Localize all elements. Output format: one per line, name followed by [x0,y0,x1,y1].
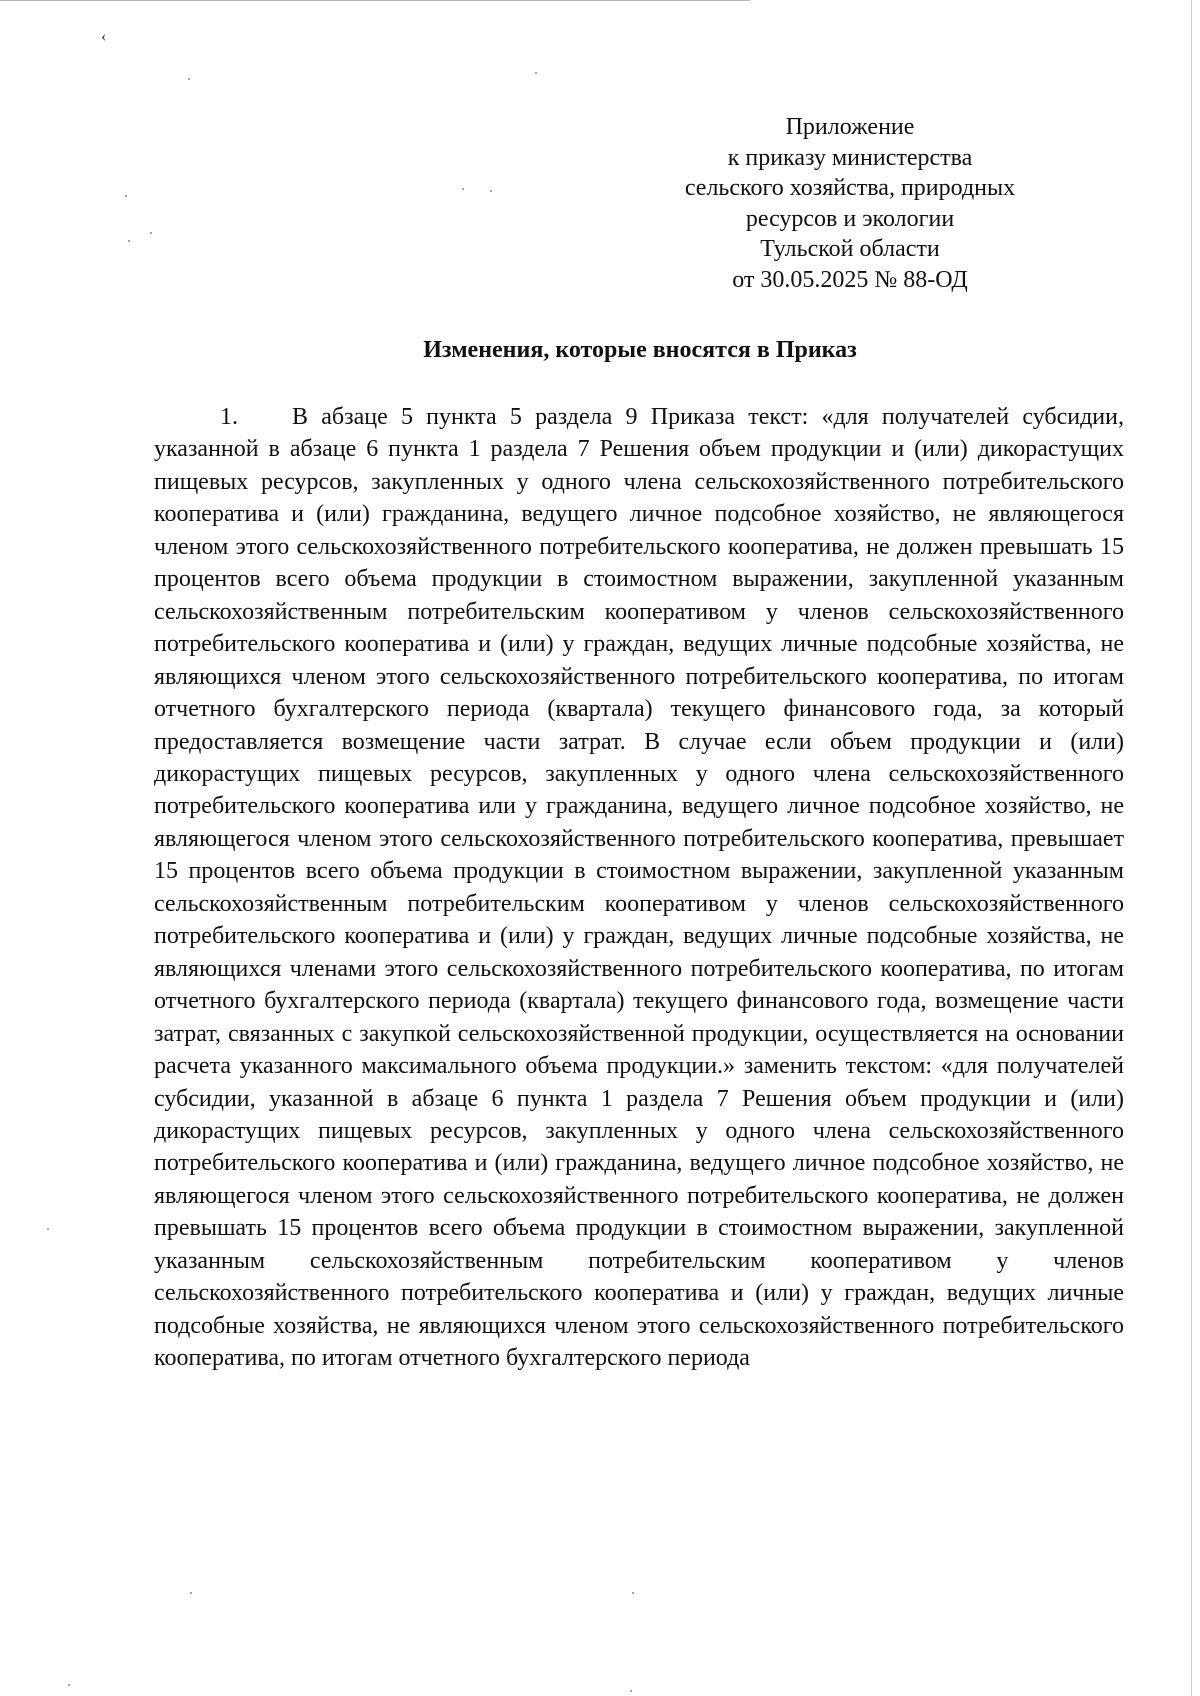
scan-speck [128,240,130,242]
approval-line: ресурсов и экологии [745,205,955,232]
scan-top-rule [0,0,750,1]
scan-speck [632,1592,634,1594]
scan-speck [630,1690,632,1692]
scan-speck [125,195,127,197]
scan-speck [188,78,190,80]
approval-line: к приказу министерства [727,144,973,171]
scan-speck [462,188,464,190]
scan-speck [150,232,152,234]
approval-line: Тульской области [760,236,940,262]
scan-margin-mark: ‹ [101,28,107,45]
scan-speck [535,72,537,74]
approval-line: сельского хозяйства, природных [684,175,1016,201]
scan-speck [47,1228,49,1230]
approval-block [640,112,1060,295]
approval-line: от 30.05.2025 № 88-ОД [732,266,968,293]
scan-speck [68,1684,70,1686]
scan-right-edge [1191,0,1192,1696]
scan-speck [190,1592,192,1594]
body-paragraph [154,401,1124,1375]
document-title: Изменения, которые вносятся в Приказ [423,337,857,363]
scan-speck [490,190,492,192]
item-number: 1. [220,404,238,430]
item-text: В абзаце 5 пункта 5 раздела 9 Приказа текст: «для получателей субсидии, указанной в абзаце 6 пункта 1 раздела 7 Решения объем продукции и (или) дикорастущих пищевых ресурсов, закупленных у одного члена сельскохозяйственного потребительского кооператива и (или) гражданина, ведущего личное подсобное хозяйство, не являющегося членом этого сельскохозяйственного потребительского кооператива, не должен превышать 15 процентов всего объема продукции в стоимостном выражении, закупленной указанным сельскохозяйственным потребительским кооперативом у членов сельскохозяйственного потребительского кооператива и (или) у граждан, ведущих личные подсобные хозяйства, не являющихся членом этого сельскохозяйственного потребительского кооператива, по итогам отчетного бухгалтерского периода (квартала) текущего финансового года, за который предоставляется возмещение части затрат. В случае если объем продукции и (или) дикорастущих пищевых ресурсов, закупленных у одного члена сельскохозяйственного потребительского кооператива или у гражданина, ведущего личное подсобное хозяйство, не являющегося членом этого сельскохозяйственного потребительского кооператива, превышает 15 процентов всего объема продукции в стоимостном выражении, закупленной указанным сельскохозяйственным потребительским кооперативом у членов сельскохозяйственного потребительского кооператива и (или) у граждан, ведущих личные подсобные хозяйства, не являющихся членами этого сельскохозяйственного потребительского кооператива, по итогам отчетного бухгалтерского периода (квартала) текущего финансового года, возмещение части затрат, связанных с закупкой сельскохозяйственной продукции, осуществляется на основании расчета указанного максимального объема продукции.» заменить текстом: «для получателей субсидии, указанной в абзаце 6 пункта 1 раздела 7 Решения объем продукции и (или) дикорастущих пищевых ресурсов, закупленных у одного члена сельскохозяйственного потребительского кооператива и (или) гражданина, ведущего личное подсобное хозяйство, не являющегося членом этого сельскохозяйственного потребительского кооператива, не должен превышать 15 процентов всего объема продукции в стоимостном выражении, закупленной указанным сельскохозяйственным потребительским кооперативом у членов сельскохозяйственного потребительского кооператива и (или) у граждан, ведущих личные подсобные хозяйства, не являющихся членом этого сельскохозяйственного потребительского кооператива, по итогам отчетного бухгалтерского периода [154,404,1124,1372]
approval-line: Приложение [785,114,915,140]
